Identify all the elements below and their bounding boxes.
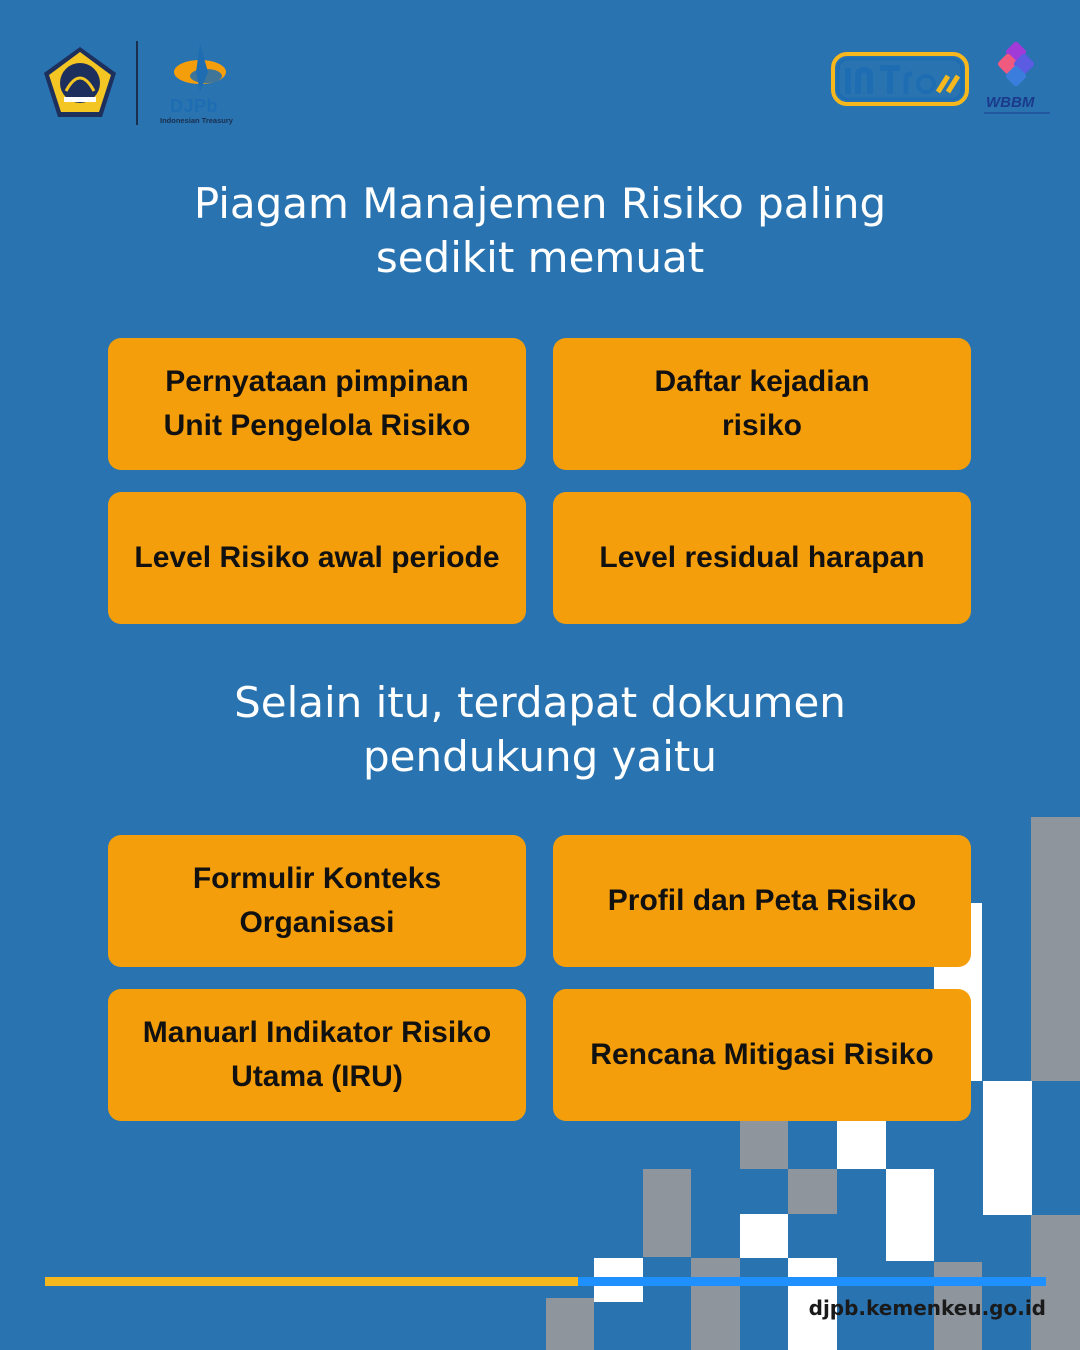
section2-card: [108, 989, 526, 1121]
decor-block: [546, 1298, 594, 1350]
decor-block: [886, 1169, 934, 1261]
decor-block: [788, 1169, 837, 1214]
intress-logo-icon: [830, 48, 970, 110]
card-label: Daftar kejadian risiko: [654, 365, 870, 442]
decor-block: [691, 1258, 740, 1350]
wbbm-logo: [984, 40, 1050, 120]
decor-block: [643, 1169, 691, 1257]
kemenkeu-logo-icon: [42, 45, 118, 121]
section2-heading: [90, 676, 990, 784]
card-label: Profil dan Peta Risiko: [607, 884, 917, 917]
section1-card: [553, 492, 971, 624]
card-label: Formulir Konteks Organisasi: [192, 862, 442, 939]
card-label: Level residual harapan: [599, 541, 925, 574]
decor-block: [740, 1214, 788, 1258]
card-label: Pernyataan pimpinan Unit Pengelola Risiko: [163, 365, 471, 442]
logo-divider: [136, 41, 138, 125]
accent-bar-yellow: [45, 1277, 578, 1286]
section1-card: [553, 338, 971, 470]
decor-block: [837, 1121, 886, 1169]
djpb-logo: [160, 40, 244, 126]
section2-card: [553, 989, 971, 1121]
section1-heading: [90, 177, 990, 285]
header-logos-right: [830, 40, 1050, 120]
section1-title: Piagam Manajemen Risiko paling sedikit memuat: [193, 179, 887, 282]
decor-block: [1031, 817, 1080, 1081]
section2-card: [108, 835, 526, 967]
section1-card: [108, 338, 526, 470]
djpb-subtitle: Indonesian Treasury: [160, 116, 233, 125]
accent-bar-blue: [578, 1277, 1046, 1286]
decor-block: [740, 1121, 788, 1169]
section2-title: Selain itu, terdapat dokumen pendukung yaitu: [234, 678, 846, 781]
card-label: Manuarl Indikator Risiko Utama (IRU): [142, 1016, 492, 1093]
header-logos-left: [42, 40, 244, 126]
card-label: Level Risiko awal periode: [134, 541, 500, 574]
djpb-emblem-icon: [166, 40, 236, 98]
section2-card: [553, 835, 971, 967]
wbbm-emblem-icon: [994, 40, 1040, 90]
decor-block: [983, 1081, 1032, 1215]
wbbm-wordmark: WBBM: [986, 94, 1035, 111]
card-label: Rencana Mitigasi Risiko: [590, 1038, 934, 1071]
wbbm-tagline-line: [984, 112, 1050, 114]
section1-card: [108, 492, 526, 624]
footer-url[interactable]: djpb.kemenkeu.go.id: [808, 1296, 1046, 1320]
djpb-wordmark: DJPb: [170, 96, 219, 116]
